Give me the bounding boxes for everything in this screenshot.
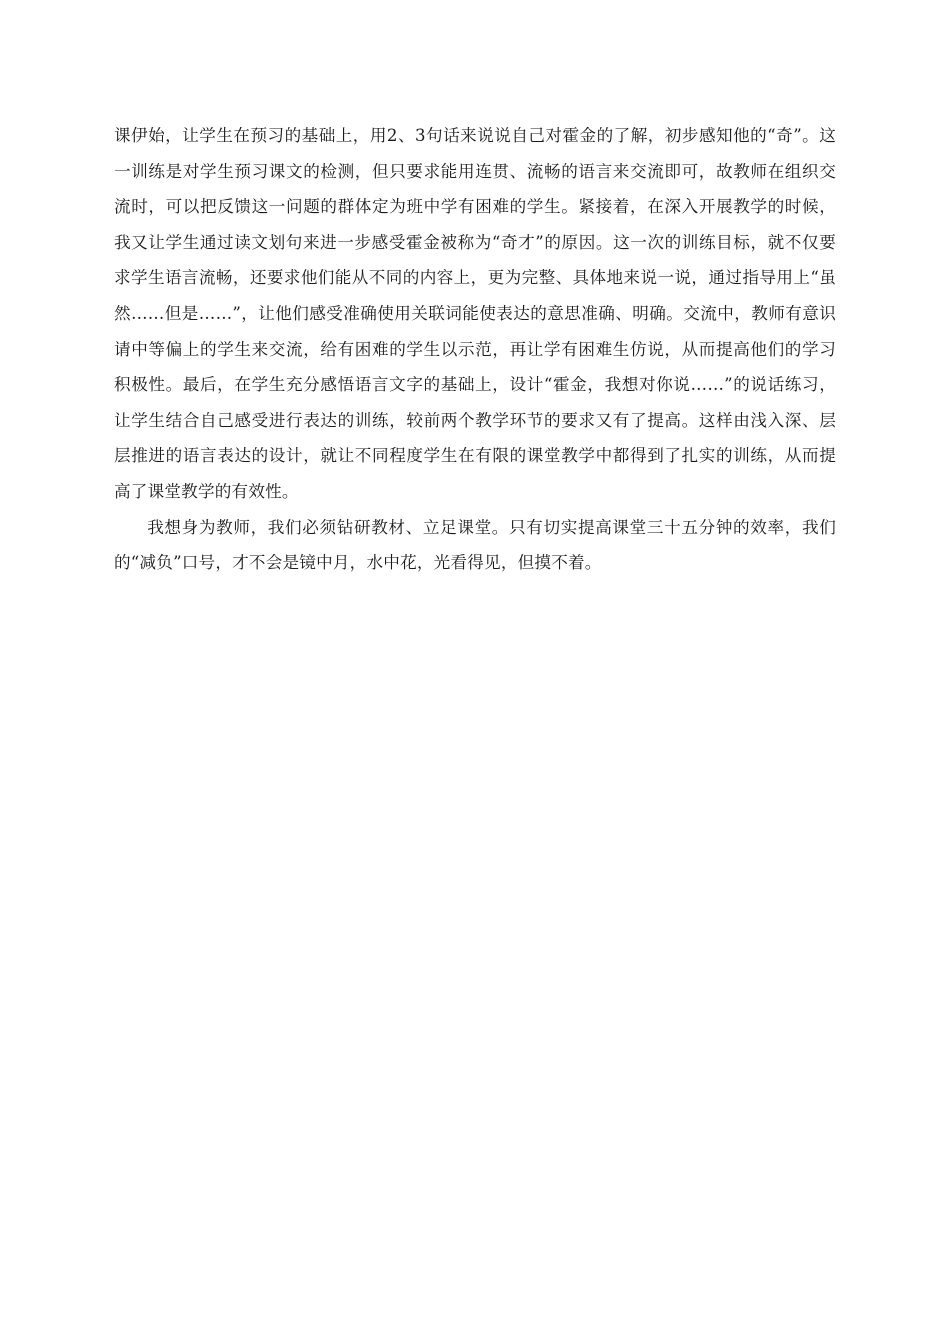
body-paragraph-2: 我想身为教师，我们必须钻研教材、立足课堂。只有切实提高课堂三十五分钟的效率，我们的“减负”口号，才不会是镜中月，水中花，光看得见，但摸不着。 bbox=[114, 517, 836, 573]
document-page bbox=[114, 118, 836, 581]
body-paragraph-1: 课伊始，让学生在预习的基础上，用2、3句话来说说自己对霍金的了解，初步感知他的“奇”。这一训练是对学生预习课文的检测，但只要求能用连贯、流畅的语言来交流即可，故教师在组织交流时，可以把反馈这一问题的群体定为班中学有困难的学生。紧接着，在深入开展教学的时候，我又让学生通过读文划句来进一步感受霍金被称为“奇才”的原因。这一次的训练目标，就不仅要求学生语言流畅，还要求他们能从不同的内容上，更为完整、具体地来说一说，通过指导用上“虽然……但是……”，让他们感受准确使用关联词能使表达的意思准确、明确。交流中，教师有意识请中等偏上的学生来交流，给有困难的学生以示范，再让学有困难生仿说，从而提高他们的学习积极性。最后，在学生充分感悟语言文字的基础上，设计“霍金，我想对你说……”的说话练习，让学生结合自己感受进行表达的训练，较前两个教学环节的要求又有了提高。这样由浅入深、层层推进的语言表达的设计，就让不同程度学生在有限的课堂教学中都得到了扎实的训练，从而提高了课堂教学的有效性。 bbox=[114, 126, 836, 501]
